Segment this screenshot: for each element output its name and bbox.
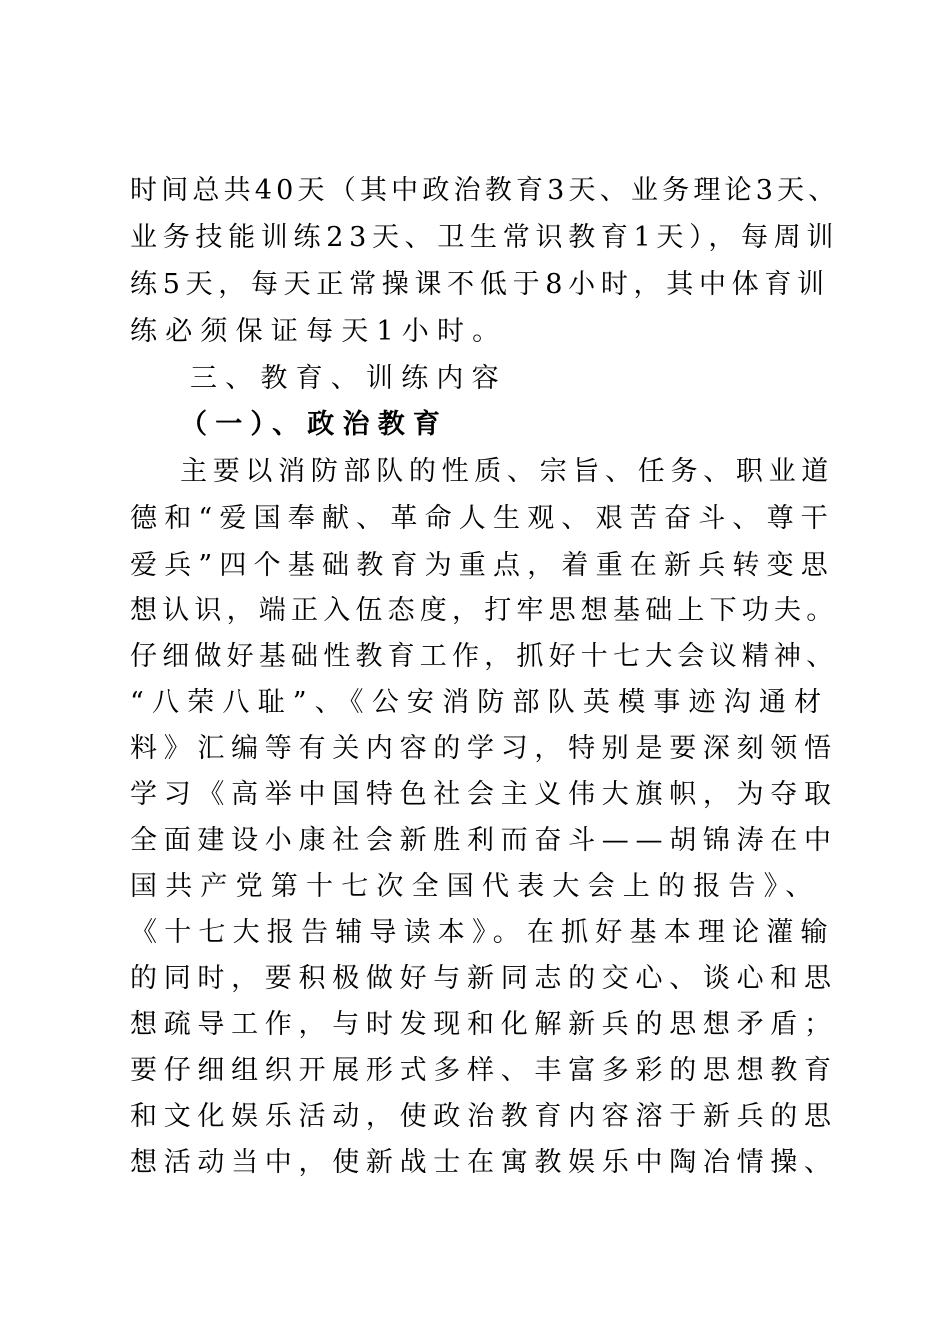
- text-line: 全面建设小康社会新胜利而奋斗——胡锦涛在中: [130, 825, 838, 856]
- section-heading: 三、教育、训练内容: [190, 363, 507, 394]
- text-line: 和文化娱乐活动，使政治教育内容溶于新兵的思: [130, 1101, 838, 1132]
- text-line: 练必须保证每天1小时。: [130, 316, 508, 347]
- text-line: 想疏导工作，与时发现和化解新兵的思想矛盾；: [130, 1009, 838, 1040]
- text-line: 业务技能训练23天、卫生常识教育1天），每周训: [130, 222, 840, 253]
- text-line: 的同时，要积极做好与新同志的交心、谈心和思: [130, 963, 838, 994]
- text-line: 时间总共40天（其中政治教育3天、业务理论3天、: [130, 175, 840, 206]
- text-line: 国共产党第十七次全国代表大会上的报告》、: [130, 871, 821, 902]
- text-line: 仔细做好基础性教育工作，抓好十七大会议精神、: [130, 641, 839, 672]
- subsection-heading: （一）、政治教育: [180, 409, 449, 440]
- text-line: “八荣八耻”、《公安消防部队英模事迹沟通材: [130, 687, 830, 718]
- text-line: 想认识，端正入伍态度，打牢思想基础上下功夫。: [130, 595, 839, 626]
- text-line: 《十七大报告辅导读本》。在抓好基本理论灌输: [130, 917, 835, 948]
- text-line: 要仔细组织开展形式多样、丰富多彩的思想教育: [130, 1055, 838, 1086]
- text-line: 爱兵”四个基础教育为重点，着重在新兵转变思: [130, 550, 836, 581]
- text-line: 德和“爱国奉献、革命人生观、艰苦奋斗、尊干: [130, 503, 836, 534]
- text-line: 学习《高举中国特色社会主义伟大旗帜，为夺取: [130, 779, 838, 810]
- text-line: 练5天，每天正常操课不低于8小时，其中体育训: [130, 269, 830, 300]
- text-line: 料》汇编等有关内容的学习，特别是要深刻领悟: [130, 733, 838, 764]
- text-line: 想活动当中，使新战士在寓教娱乐中陶冶情操、: [130, 1147, 838, 1178]
- text-line: 主要以消防部队的性质、宗旨、任务、职业道: [180, 456, 834, 487]
